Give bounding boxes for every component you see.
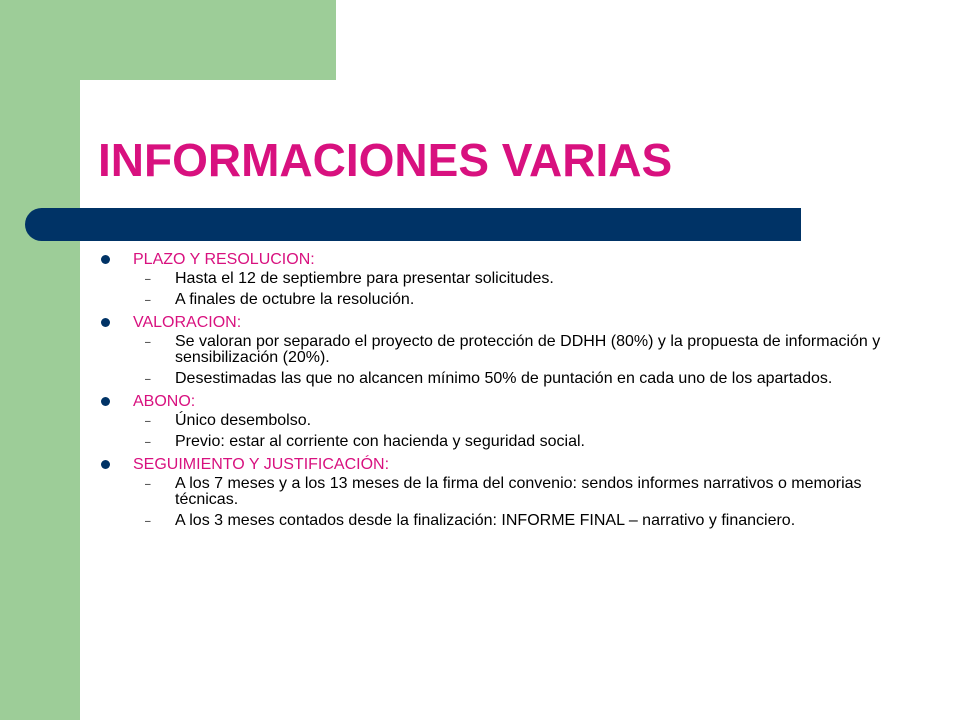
dash-bullet-icon: – [145,516,151,527]
section-item [100,455,900,529]
section-heading: PLAZO Y RESOLUCION: [133,251,315,268]
dash-bullet-icon: – [145,479,151,490]
sub-item-text: A finales de octubre la resolución. [175,291,415,308]
sub-item [100,434,900,450]
sub-item-text: Hasta el 12 de septiembre para presentar solicitudes. [175,270,554,287]
dash-bullet-icon: – [145,374,151,385]
dash-bullet-icon: – [145,416,151,427]
dash-bullet-icon: – [145,295,151,306]
sub-item-text: Único desembolso. [175,412,312,429]
sub-item [100,476,900,508]
slide-title: INFORMACIONES VARIAS [98,134,673,186]
section-heading: VALORACION: [133,314,242,331]
sub-item [100,271,900,287]
sub-list [133,271,900,308]
sub-item [100,371,900,387]
bullet-list [100,250,900,529]
sub-item [100,513,900,529]
section-item [100,392,900,450]
bullet-dot-icon [101,397,110,406]
sub-item-text: Previo: estar al corriente con hacienda y seguridad social. [175,433,585,450]
bullet-dot-icon [101,460,110,469]
section-item [100,313,900,387]
sub-item-text: A los 3 meses contados desde la finalización: INFORME FINAL – narrativo y financiero. [175,512,796,529]
sub-item [100,292,900,308]
section-item [100,250,900,308]
decorative-green-block [80,0,336,80]
section-heading: SEGUIMIENTO Y JUSTIFICACIÓN: [133,456,390,473]
title-underline-bar [25,208,801,241]
sub-item [100,334,900,366]
sub-item-text: Desestimadas las que no alcancen mínimo 50% de puntación en cada uno de los apartados. [175,370,833,387]
sub-item-text: A los 7 meses y a los 13 meses de la firma del convenio: sendos informes narrativos o memorias técnicas. [175,475,862,508]
bullet-dot-icon [101,255,110,264]
dash-bullet-icon: – [145,337,151,348]
dash-bullet-icon: – [145,437,151,448]
sub-list [133,476,900,529]
dash-bullet-icon: – [145,274,151,285]
section-heading: ABONO: [133,393,196,410]
bullet-dot-icon [101,318,110,327]
decorative-green-band [0,0,80,720]
sub-list [133,413,900,450]
slide-content [100,250,900,534]
sub-list [133,334,900,387]
sub-item [100,413,900,429]
decorative-rounded-corner [80,80,140,140]
sub-item-text: Se valoran por separado el proyecto de protección de DDHH (80%) y la propuesta de información y sensibilización (20%). [175,333,881,366]
